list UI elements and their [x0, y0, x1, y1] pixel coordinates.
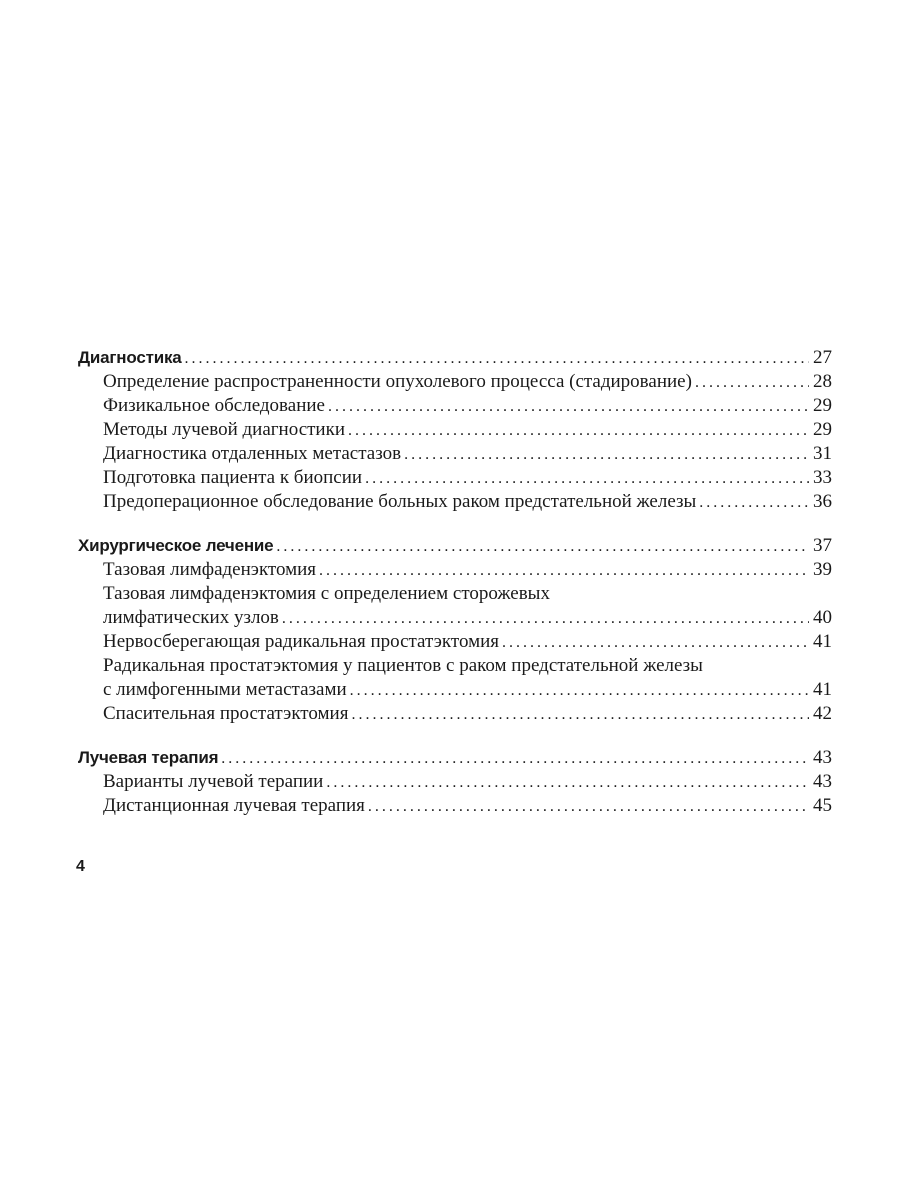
entry-page-number: 29	[813, 395, 832, 416]
entry-page-number: 43	[813, 771, 832, 792]
toc-entry	[78, 558, 832, 582]
entry-page-number: 39	[813, 559, 832, 580]
toc-section	[78, 346, 832, 514]
entry-title: Спасительная простатэктомия	[103, 703, 349, 724]
entry-title: лимфатических узлов	[103, 607, 279, 628]
entry-title: Предоперационное обследование больных раком предстательной железы	[103, 491, 697, 512]
toc-entry	[78, 702, 832, 726]
entry-page-number: 40	[813, 607, 832, 628]
dot-leader	[348, 419, 809, 443]
section-title: Лучевая терапия	[78, 748, 219, 767]
dot-leader	[319, 559, 809, 583]
table-of-contents	[78, 346, 832, 838]
entry-page-number: 41	[813, 631, 832, 652]
toc-entry	[78, 466, 832, 490]
entry-title: Диагностика отдаленных метастазов	[103, 443, 402, 464]
entry-title: Тазовая лимфаденэктомия	[103, 559, 317, 580]
entry-page-number: 28	[813, 371, 832, 392]
toc-entry	[78, 794, 832, 818]
toc-entry	[78, 442, 832, 466]
toc-section	[78, 534, 832, 726]
toc-section-heading	[78, 534, 832, 558]
toc-entry	[78, 394, 832, 418]
entry-title-part: Тазовая лимфаденэктомия с определением сторожевых	[103, 583, 550, 604]
toc-section-heading	[78, 346, 832, 370]
toc-section-heading	[78, 746, 832, 770]
dot-leader	[404, 443, 809, 467]
section-page-number: 37	[813, 535, 832, 556]
entry-page-number: 29	[813, 419, 832, 440]
toc-entry	[78, 370, 832, 394]
entry-page-number: 45	[813, 795, 832, 816]
entry-page-number: 33	[813, 467, 832, 488]
dot-leader	[185, 347, 809, 371]
entry-title: Методы лучевой диагностики	[103, 419, 345, 440]
dot-leader	[365, 467, 809, 491]
toc-entry-line	[78, 582, 832, 606]
entry-page-number: 31	[813, 443, 832, 464]
dot-leader	[351, 703, 809, 727]
entry-title: Определение распространенности опухолевого процесса (стадирование)	[103, 371, 692, 392]
dot-leader	[221, 747, 809, 771]
entry-title-part: Радикальная простатэктомия у пациентов с раком предстательной железы	[103, 655, 703, 676]
toc-entry	[78, 606, 832, 630]
dot-leader	[368, 795, 809, 819]
entry-title: Подготовка пациента к биопсии	[103, 467, 363, 488]
entry-page-number: 42	[813, 703, 832, 724]
toc-entry	[78, 770, 832, 794]
section-title: Хирургическое лечение	[78, 536, 274, 555]
dot-leader	[350, 679, 809, 703]
entry-page-number: 36	[813, 491, 832, 512]
dot-leader	[695, 371, 809, 395]
dot-leader	[328, 395, 809, 419]
dot-leader	[699, 491, 809, 515]
dot-leader	[282, 607, 809, 631]
section-page-number: 27	[813, 347, 832, 368]
dot-leader	[326, 771, 809, 795]
toc-section	[78, 746, 832, 818]
entry-page-number: 41	[813, 679, 832, 700]
section-title: Диагностика	[78, 348, 182, 367]
toc-entry	[78, 418, 832, 442]
dot-leader	[502, 631, 809, 655]
entry-title: Нервосберегающая радикальная простатэктомия	[103, 631, 500, 652]
page-number: 4	[76, 858, 85, 875]
toc-entry	[78, 490, 832, 514]
entry-title: Дистанционная лучевая терапия	[103, 795, 365, 816]
toc-entry	[78, 678, 832, 702]
entry-title: Физикальное обследование	[103, 395, 325, 416]
toc-entry	[78, 630, 832, 654]
dot-leader	[276, 535, 809, 559]
entry-title: с лимфогенными метастазами	[103, 679, 347, 700]
section-page-number: 43	[813, 747, 832, 768]
toc-entry-line	[78, 654, 832, 678]
entry-title: Варианты лучевой терапии	[103, 771, 324, 792]
